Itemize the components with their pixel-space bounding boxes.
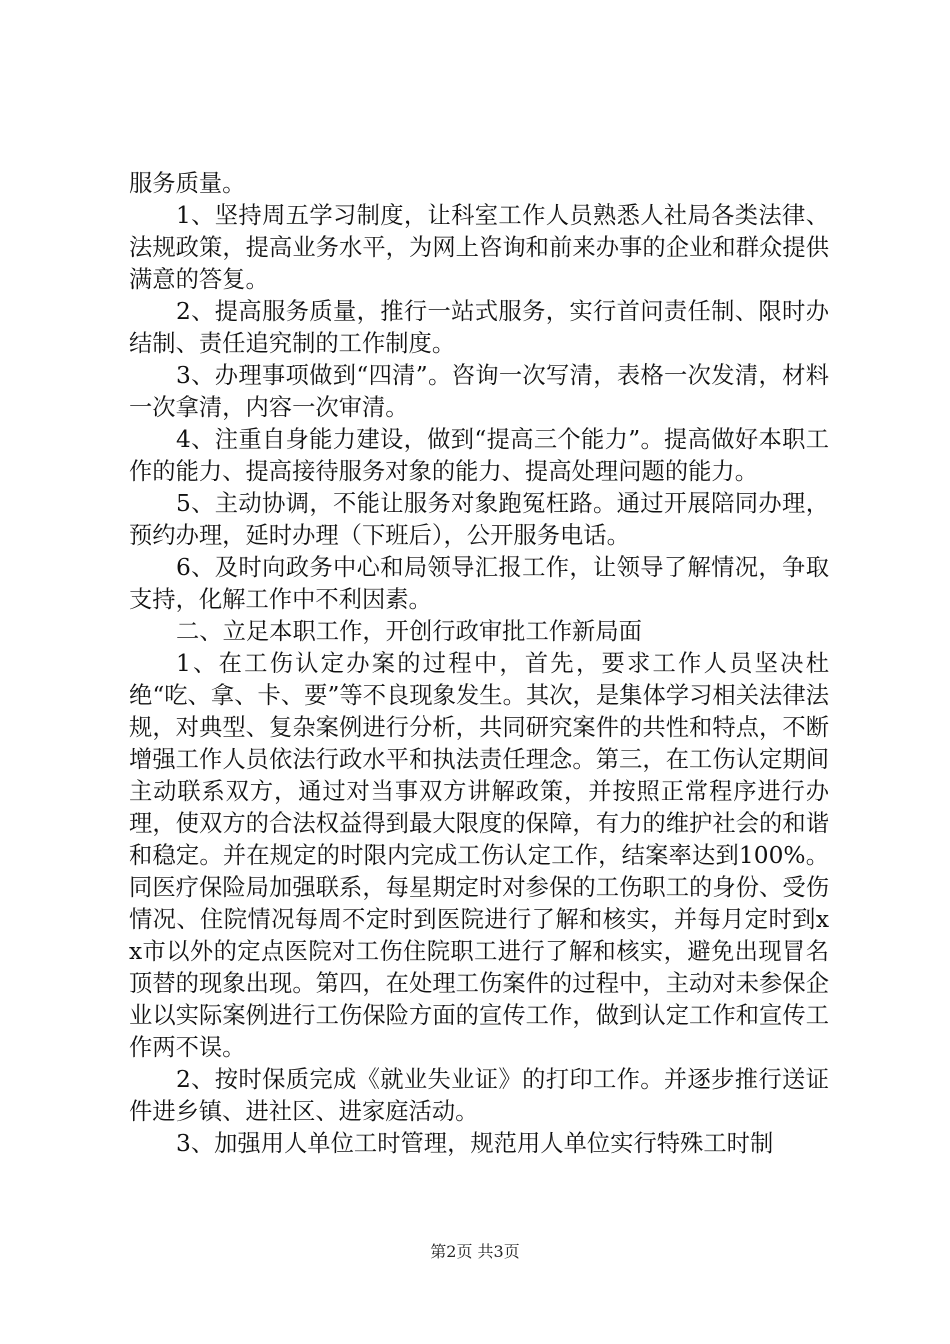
- paragraph-item-4: 4、注重自身能力建设，做到“提高三个能力”。提高做好本职工作的能力、提高接待服务对象的能力、提高处理问题的能力。: [129, 426, 829, 485]
- paragraph-item-5: 5、主动协调，不能让服务对象跑冤枉路。通过开展陪同办理，预约办理，延时办理（下班后），公开服务电话。: [129, 490, 829, 549]
- paragraph-section2-item-2: 2、按时保质完成《就业失业证》的打印工作。并逐步推行送证件进乡镇、进社区、进家庭活动。: [129, 1066, 829, 1125]
- paragraph-item-1: 1、坚持周五学习制度，让科室工作人员熟悉人社局各类法律、法规政策，提高业务水平，为网上咨询和前来办事的企业和群众提供满意的答复。: [129, 202, 829, 293]
- paragraph-item-2: 2、提高服务质量，推行一站式服务，实行首问责任制、限时办结制、责任追究制的工作制度。: [129, 298, 829, 357]
- paragraph-section2-item-1: 1、在工伤认定办案的过程中，首先，要求工作人员坚决杜绝“吃、拿、卡、要”等不良现象发生。其次，是集体学习相关法律法规，对典型、复杂案例进行分析，共同研究案件的共性和特点，不断增强工作人员依法行政水平和执法责任理念。第三，在工伤认定期间主动联系双方，通过对当事双方讲解政策，并按照正常程序进行办理，使双方的合法权益得到最大限度的保障，有力的维护社会的和谐和稳定。并在规定的时限内完成工伤认定工作，结案率达到100%。同医疗保险局加强联系，每星期定时对参保的工伤职工的身份、受伤情况、住院情况每周不定时到医院进行了解和核实，并每月定时到xx市以外的定点医院对工伤住院职工进行了解和核实，避免出现冒名顶替的现象出现。第四，在处理工伤案件的过程中，主动对未参保企业以实际案例进行工伤保险方面的宣传工作，做到认定工作和宣传工作两不误。: [129, 650, 829, 1061]
- paragraph-section2-item-3: 3、加强用人单位工时管理，规范用人单位实行特殊工时制: [176, 1130, 774, 1157]
- paragraph-continuation: 服务质量。: [129, 170, 246, 197]
- paragraph-item-3: 3、办理事项做到“四清”。咨询一次写清，表格一次发清，材料一次拿清，内容一次审清。: [129, 362, 829, 421]
- section-heading: 二、立足本职工作，开创行政审批工作新局面: [176, 618, 642, 645]
- page-footer: 第2页 共3页: [430, 1242, 520, 1261]
- document-body: [129, 168, 829, 1160]
- paragraph-item-6: 6、及时向政务中心和局领导汇报工作，让领导了解情况，争取支持，化解工作中不利因素。: [129, 554, 829, 613]
